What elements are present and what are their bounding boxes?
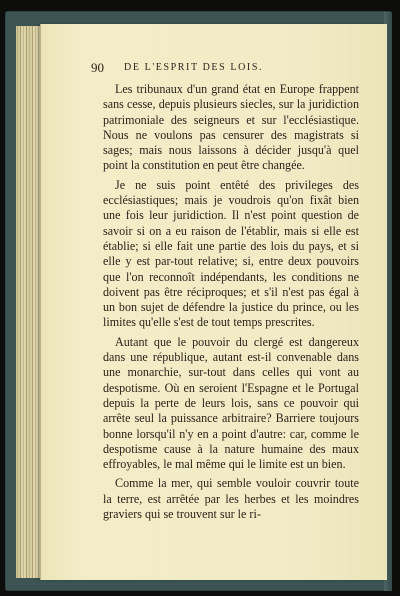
paragraph: Autant que le pouvoir du clergé est dangereux dans une république, autant est-il convenable dans une monarchie, sur-tout dans celles qui vont au despotisme. Où en seroient l'Espagne et le Portugal depuis la perte de leurs lois, sans ce pouvoir qui arrête seul la puissance arbitraire? Barriere toujours bonne lorsqu'il n'y en a point d'autre: car, comme le despotisme cause à la nature humaine des maux effroyables, le mal même qui le limite est un bien. xyxy=(103,334,359,472)
running-head: DE L'ESPRIT DES LOIS. xyxy=(124,62,264,73)
page-body xyxy=(103,82,359,522)
paragraph: Les tribunaux d'un grand état en Europe frappent sans cesse, depuis plusieurs siecles, sur la juridiction patrimoniale des seigneurs et sur l'ecclésiastique. Nous ne voulons pas censurer des magistrats si sages; mais nous laissons à décider jusqu'à quel point la constitution en peut être changée. xyxy=(103,82,359,173)
paragraph: Comme la mer, qui semble vouloir couvrir toute la terre, est arrêtée par les herbes et les moindres graviers qui se trouvent sur le ri- xyxy=(103,476,359,522)
page-edge-texture xyxy=(17,26,41,578)
paragraph: Je ne suis point entêté des privileges des ecclésiastiques; mais je voudrois qu'on fixât bien une fois leur juridiction. Il n'est point question de savoir si on a eu raison de l'établir, mais si elle est établie; si elle fait une partie des lois du pays, et si elle y est par-tout relative; si, entre deux pouvoirs que l'on reconnoît indépendants, les conditions ne doivent pas être réciproques; et s'il n'est pas égal à un bon sujet de défendre la justice du prince, ou les limites qu'elle s'est de tout temps prescrites. xyxy=(103,177,359,330)
page-number: 90 xyxy=(91,60,104,75)
page-header xyxy=(91,60,371,76)
